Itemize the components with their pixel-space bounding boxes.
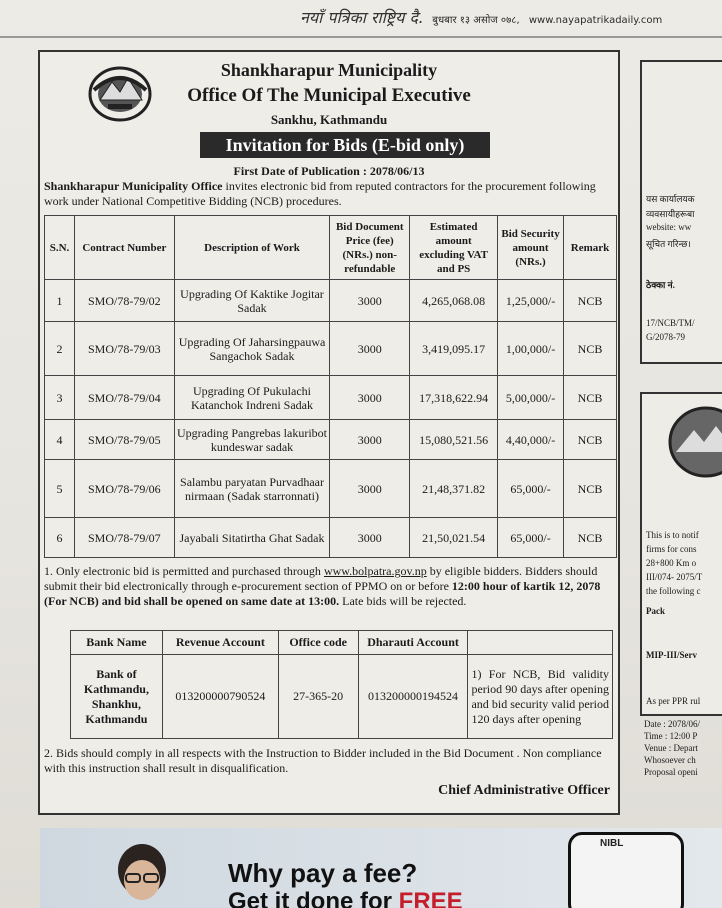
newspaper-header (300, 6, 722, 36)
table-row (45, 518, 617, 558)
row-estimate: 15,080,521.56 (410, 420, 498, 460)
dharauti-account: 013200000194524 (358, 655, 468, 739)
notice-banner: Invitation for Bids (E-bid only) (200, 132, 490, 158)
bid-table (44, 215, 617, 558)
adjacent-line: firms for cons (646, 544, 697, 554)
header-website: www.nayapatrikadaily.com (528, 15, 663, 26)
adjacent-line: III/074- 2075/T (646, 572, 703, 582)
row-fee: 3000 (330, 420, 410, 460)
th-remark: Remark (564, 216, 617, 280)
row-sn: 5 (45, 460, 75, 518)
note-1 (44, 564, 617, 609)
bank-table-header (71, 631, 613, 655)
row-remark: NCB (564, 460, 617, 518)
publication-date: First Date of Publication : 2078/06/13 (233, 164, 425, 178)
th-office: Office code (278, 631, 358, 655)
bid-notice (38, 50, 620, 815)
note-2: 2. Bids should comply in all respects with the Instruction to Bidder included in the Bid Document . Non compliance with this instruction shall result in disqualification. (44, 746, 602, 775)
emblem-icon (666, 402, 722, 482)
row-contract: SMO/78-79/03 (74, 322, 174, 376)
intro-org: Shankharapur Municipality Office (44, 179, 223, 193)
header-divider (0, 36, 722, 38)
office-code: 27-365-20 (278, 655, 358, 739)
row-security: 4,40,000/- (498, 420, 564, 460)
table-row (45, 280, 617, 322)
adjacent-line: यस कार्यालयक (646, 194, 695, 204)
row-contract: SMO/78-79/07 (74, 518, 174, 558)
row-remark: NCB (564, 322, 617, 376)
bank-row (71, 655, 613, 739)
table-row (45, 376, 617, 420)
row-security: 1,25,000/- (498, 280, 564, 322)
adjacent-line: व्यवसायीहरूबा (646, 209, 695, 219)
row-desc: Jayabali Sitatirtha Ghat Sadak (174, 518, 330, 558)
nibl-logo: NIBL (600, 838, 624, 849)
revenue-account: 013200000790524 (162, 655, 278, 739)
table-row (45, 420, 617, 460)
bolpatra-link[interactable]: www.bolpatra.gov.np (323, 564, 427, 578)
th-bank: Bank Name (71, 631, 163, 655)
note1-deadline: 12:00 hour of kartik 12, 2078 (For NCB) and bid shall be opened on same date at 13:00. (44, 579, 601, 608)
adjacent-line: G/2078-79 (646, 332, 685, 342)
row-fee: 3000 (330, 280, 410, 322)
th-sn: S.N. (45, 216, 75, 280)
row-remark: NCB (564, 420, 617, 460)
intro-text: invites electronic bid from reputed contractors for the procurement following work under National Competitive Bidding (NCB) procedures. (44, 179, 596, 208)
ad-free-text: FREE (398, 888, 463, 908)
th-estimate: Estimated amount excluding VAT and PS (410, 216, 498, 280)
adjacent-line: MIP-III/Serv (646, 650, 697, 660)
ad-subline (228, 888, 463, 908)
table-row (45, 322, 617, 376)
adjacent-line: 17/NCB/TM/ (646, 318, 695, 328)
ad-subline-text: Get it done for (228, 888, 399, 908)
adjacent-line: Date : 2078/06/ (644, 719, 700, 729)
adjacent-notice-2-tail (644, 718, 722, 778)
th-condition (468, 631, 613, 655)
row-sn: 4 (45, 420, 75, 460)
row-sn: 6 (45, 518, 75, 558)
bid-validity-condition: 1) For NCB, Bid validity period 90 days after opening and bid security valid period 120 days after opening (468, 655, 613, 739)
th-contract: Contract Number (74, 216, 174, 280)
row-contract: SMO/78-79/04 (74, 376, 174, 420)
th-fee: Bid Document Price (fee) (NRs.) non-refundable (330, 216, 410, 280)
row-security: 5,00,000/- (498, 376, 564, 420)
bank-table (70, 630, 613, 739)
signature-title: Chief Administrative Officer (438, 783, 610, 798)
adjacent-line: Proposal openi (644, 767, 698, 777)
row-desc: Upgrading Of Kaktike Jogitar Sadak (174, 280, 330, 322)
bid-table-header (45, 216, 617, 280)
row-security: 1,00,000/- (498, 322, 564, 376)
adjacent-line: This is to notif (646, 530, 699, 540)
adjacent-notice-2 (640, 392, 722, 716)
table-row (45, 460, 617, 518)
row-sn: 1 (45, 280, 75, 322)
note1-text-a: 1. Only electronic bid is permitted and purchased through (44, 564, 324, 578)
note1-text-b: by eligible bidders. Bidders should submit their bid electronically through e-procurement section of PPMO on or before (44, 564, 598, 593)
phone-graphic (568, 832, 684, 908)
bank-name: Bank of Kathmandu, Shankhu, Kathmandu (71, 655, 163, 739)
th-desc: Description of Work (174, 216, 330, 280)
row-remark: NCB (564, 280, 617, 322)
row-contract: SMO/78-79/05 (74, 420, 174, 460)
row-estimate: 21,50,021.54 (410, 518, 498, 558)
row-estimate: 3,419,095.17 (410, 322, 498, 376)
office-address: Sankhu, Kathmandu (270, 112, 388, 127)
adjacent-line: the following c (646, 586, 701, 596)
adjacent-line: Pack (646, 606, 665, 616)
adjacent-line: 28+800 Km o (646, 558, 697, 568)
org-name: Shankharapur Municipality (220, 60, 438, 80)
row-estimate: 17,318,622.94 (410, 376, 498, 420)
adjacent-line: Venue : Depart (644, 743, 698, 753)
row-fee: 3000 (330, 460, 410, 518)
ad-headline: Why pay a fee? (228, 858, 418, 888)
row-desc: Upgrading Pangrebas lakuribot kundeswar sadak (174, 420, 330, 460)
row-fee: 3000 (330, 376, 410, 420)
row-contract: SMO/78-79/02 (74, 280, 174, 322)
row-security: 65,000/- (498, 460, 564, 518)
intro-paragraph (44, 179, 619, 209)
header-date: बुधबार १३ असोज ०७८, (432, 15, 520, 26)
bank-advertisement (40, 828, 722, 908)
th-revenue: Revenue Account (162, 631, 278, 655)
office-name: Office Of The Municipal Executive (187, 85, 471, 106)
row-security: 65,000/- (498, 518, 564, 558)
row-remark: NCB (564, 518, 617, 558)
row-contract: SMO/78-79/06 (74, 460, 174, 518)
row-remark: NCB (564, 376, 617, 420)
adjacent-line: As per PPR rul (646, 696, 701, 706)
adjacent-line: ठेक्का नं. (646, 280, 675, 290)
adjacent-line: सूचित गरिन्छ। (646, 239, 691, 249)
row-fee: 3000 (330, 322, 410, 376)
th-security: Bid Security amount (NRs.) (498, 216, 564, 280)
row-estimate: 21,48,371.82 (410, 460, 498, 518)
row-estimate: 4,265,068.08 (410, 280, 498, 322)
row-sn: 2 (45, 322, 75, 376)
adjacent-line: website: ww (646, 222, 692, 232)
newspaper-masthead: नयाँ पत्रिका राष्ट्रिय दै. (300, 8, 424, 27)
row-fee: 3000 (330, 518, 410, 558)
row-sn: 3 (45, 376, 75, 420)
adjacent-line: Whosoever ch (644, 755, 696, 765)
person-photo-icon (102, 840, 182, 908)
adjacent-line: Time : 12:00 P (644, 731, 698, 741)
row-desc: Salambu paryatan Purvadhaar nirmaan (Sadak starronnati) (174, 460, 330, 518)
note1-text-c: Late bids will be rejected. (339, 594, 467, 608)
adjacent-notice-1 (640, 60, 722, 364)
row-desc: Upgrading Of Jaharsingpauwa Sangachok Sadak (174, 322, 330, 376)
th-dharauti: Dharauti Account (358, 631, 468, 655)
row-desc: Upgrading Of Pukulachi Katanchok Indreni Sadak (174, 376, 330, 420)
